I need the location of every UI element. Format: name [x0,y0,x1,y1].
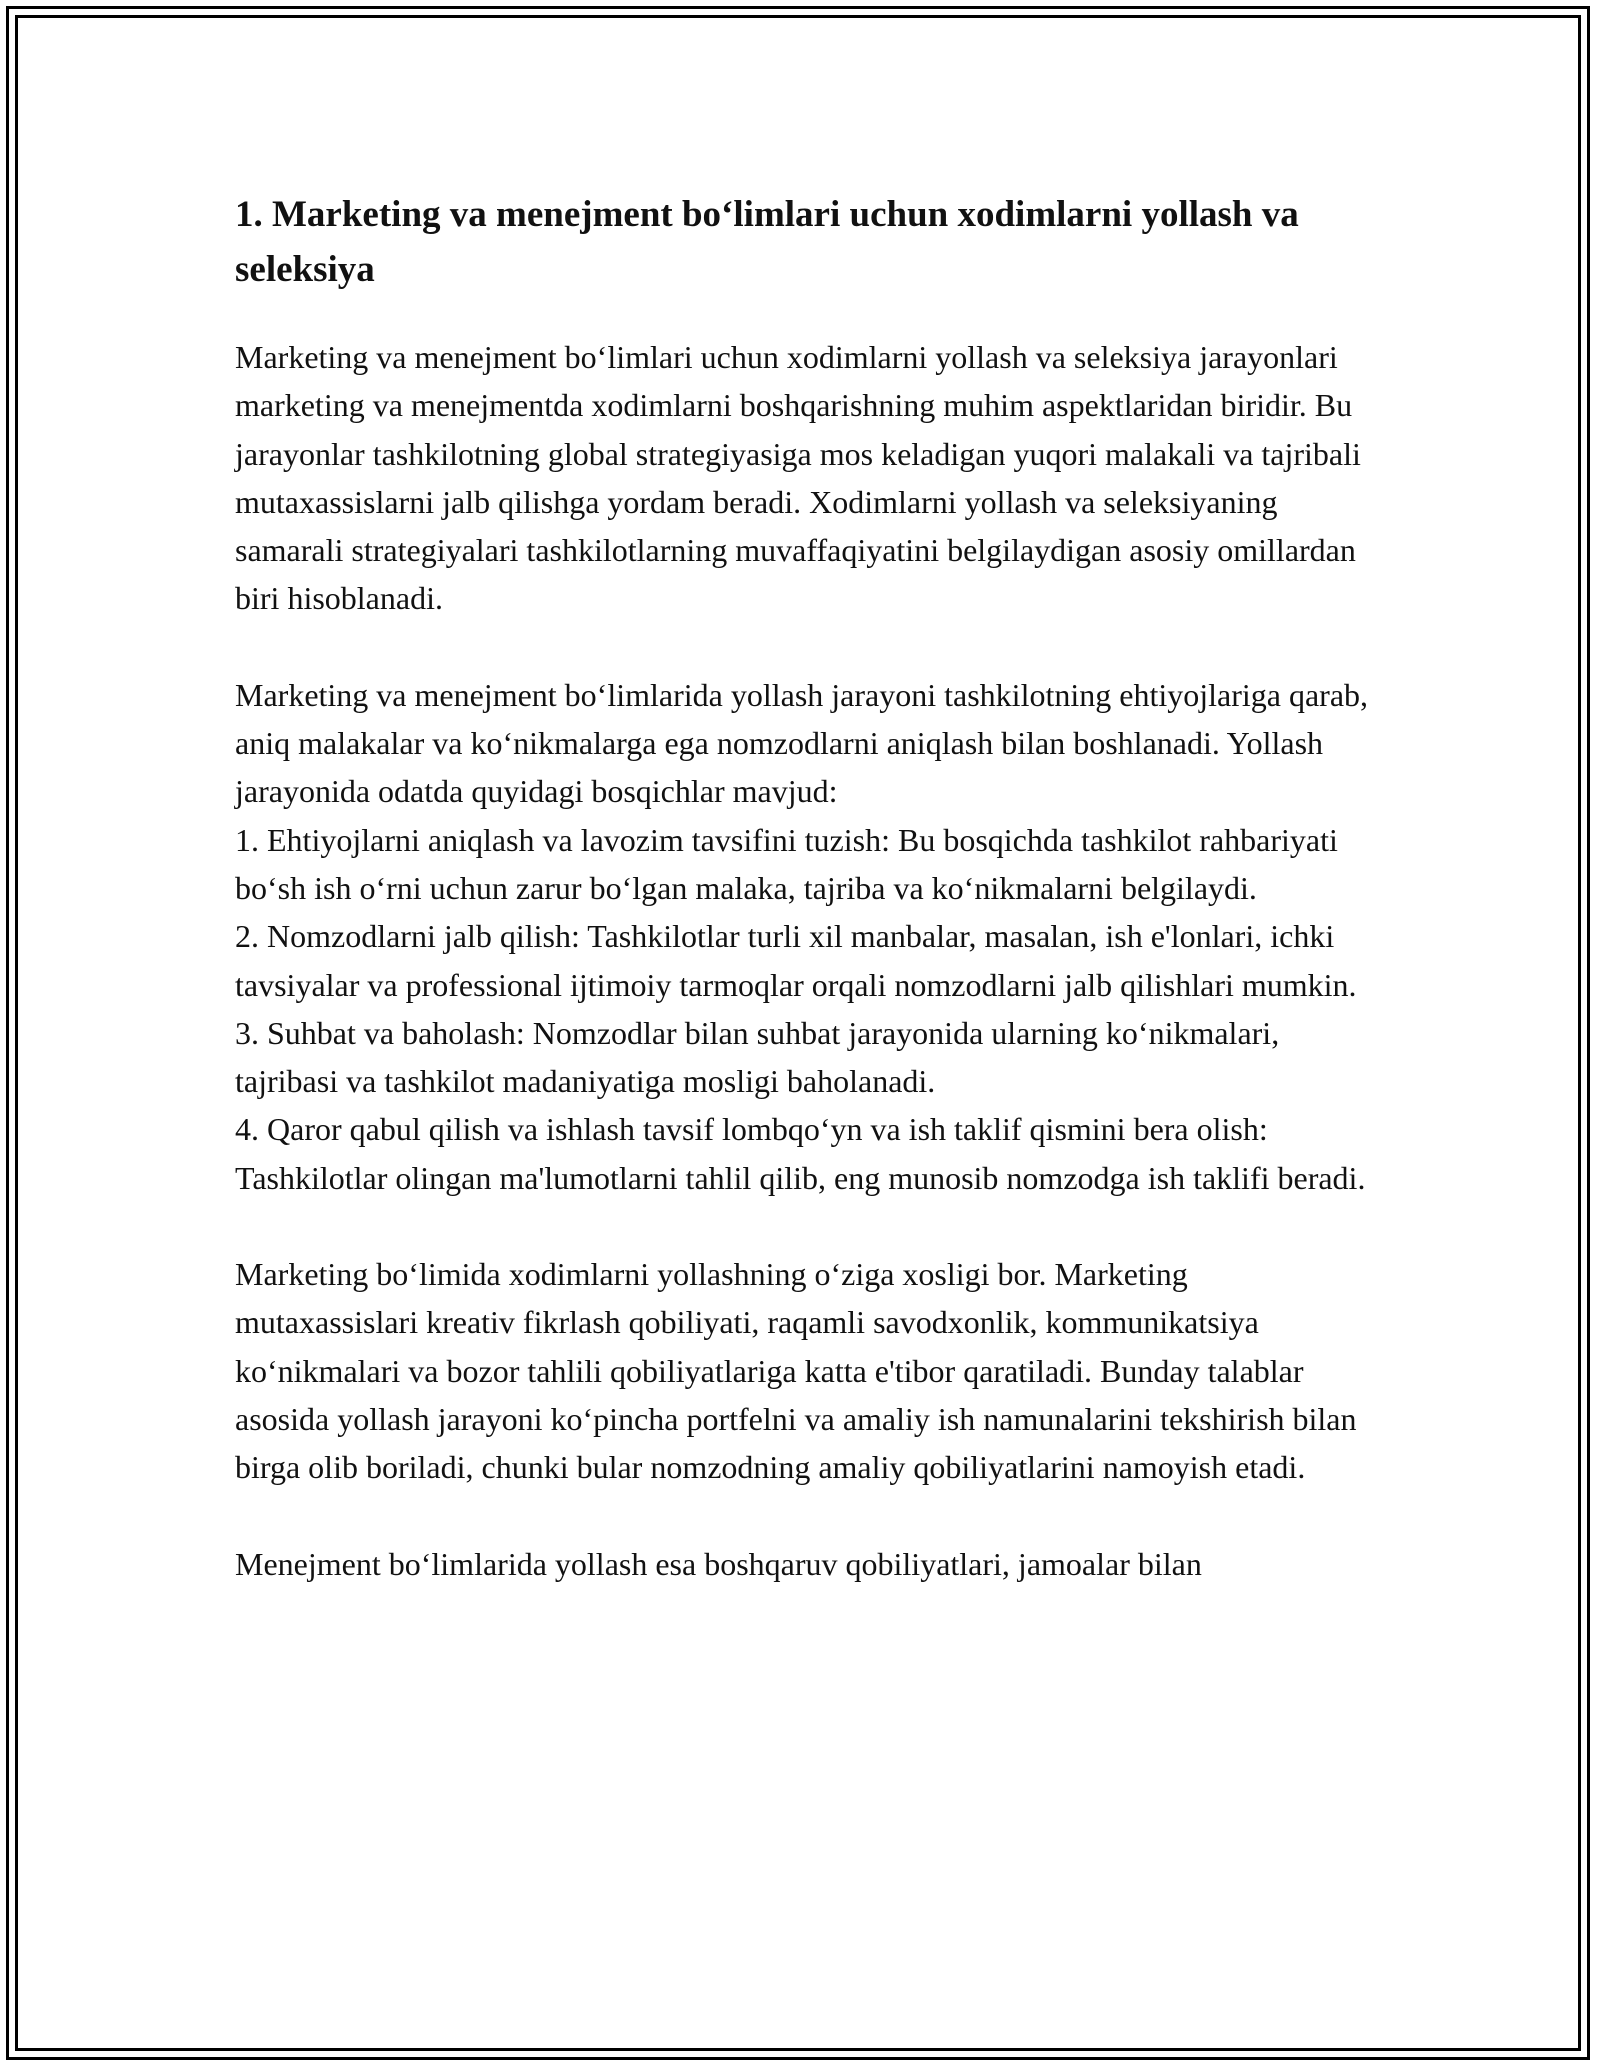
paragraph-marketing-hiring: Marketing bo‘limida xodimlarni yollashning o‘ziga xosligi bor. Marketing mutaxassislari kreativ fikrlash qobiliyati, raqamli savodxonlik, kommunikatsiya ko‘nikmalari va bozor tahlili qobiliyatlariga katta e'tibor qaratiladi. Bunday talablar asosida yollash jarayoni ko‘pincha portfelni va amaliy ish namunalarini tekshirish bilan birga olib boriladi, chunki bular nomzodning amaliy qobiliyatlarini namoyish etadi. [235,1256,1357,1486]
paragraph-recruitment-steps: Marketing va menejment bo‘limlarida yollash jarayoni tashkilotning ehtiyojlariga qarab, aniq malakalar va ko‘nikmalarga ega nomzodlarni aniqlash bilan boshlanadi. Yollash jarayonida odatda quyidagi bosqichlar mavjud: 1. Ehtiyojlarni aniqlash va lavozim tavsifini tuzish: Bu bosqichda tashkilot rahbariyati bo‘sh ish o‘rni uchun zarur bo‘lgan malaka, tajriba va ko‘nikmalarni belgilaydi. 2. Nomzodlarni jalb qilish: Tashkilotlar turli xil manbalar, masalan, ish e'lonlari, ichki tavsiyalar va professional ijtimoiy tarmoqlar orqali nomzodlarni jalb qilishlari mumkin. 3. Suhbat va baholash: Nomzodlar bilan suhbat jarayonida ularning ko‘nikmalari, tajribasi va tashkilot madaniyatiga mosligi baholanadi. 4. Qaror qabul qilish va ishlash tavsif lombqo‘yn va ish taklif qismini bera olish: Tashkilotlar olingan ma'lumotlarni tahlil qilib, eng munosib nomzodga ish taklifi beradi. [235,676,1369,1196]
paragraph-management-hiring: Menejment bo‘limlarida yollash esa boshqaruv qobiliyatlari, jamoalar bilan [235,1545,1202,1582]
paragraph-intro: Marketing va menejment bo‘limlari uchun xodimlarni yollash va seleksiya jarayonlari marketing va menejmentda xodimlarni boshqarishning muhim aspektlaridan biridir. Bu jarayonlar tashkilotning global strategiyasiga mos keladigan yuqori malakali va tajribali mutaxassislarni jalb qilishga yordam beradi. Xodimlarni yollash va seleksiyaning samarali strategiyalari tashkilotlarning muvaffaqiyatini belgilaydigan asosiy omillardan biri hisoblanadi. [235,339,1361,617]
document-body [235,187,1375,1636]
section-heading: 1. Marketing va menejment bo‘limlari uchun xodimlarni yollash va seleksiya [235,194,1299,290]
